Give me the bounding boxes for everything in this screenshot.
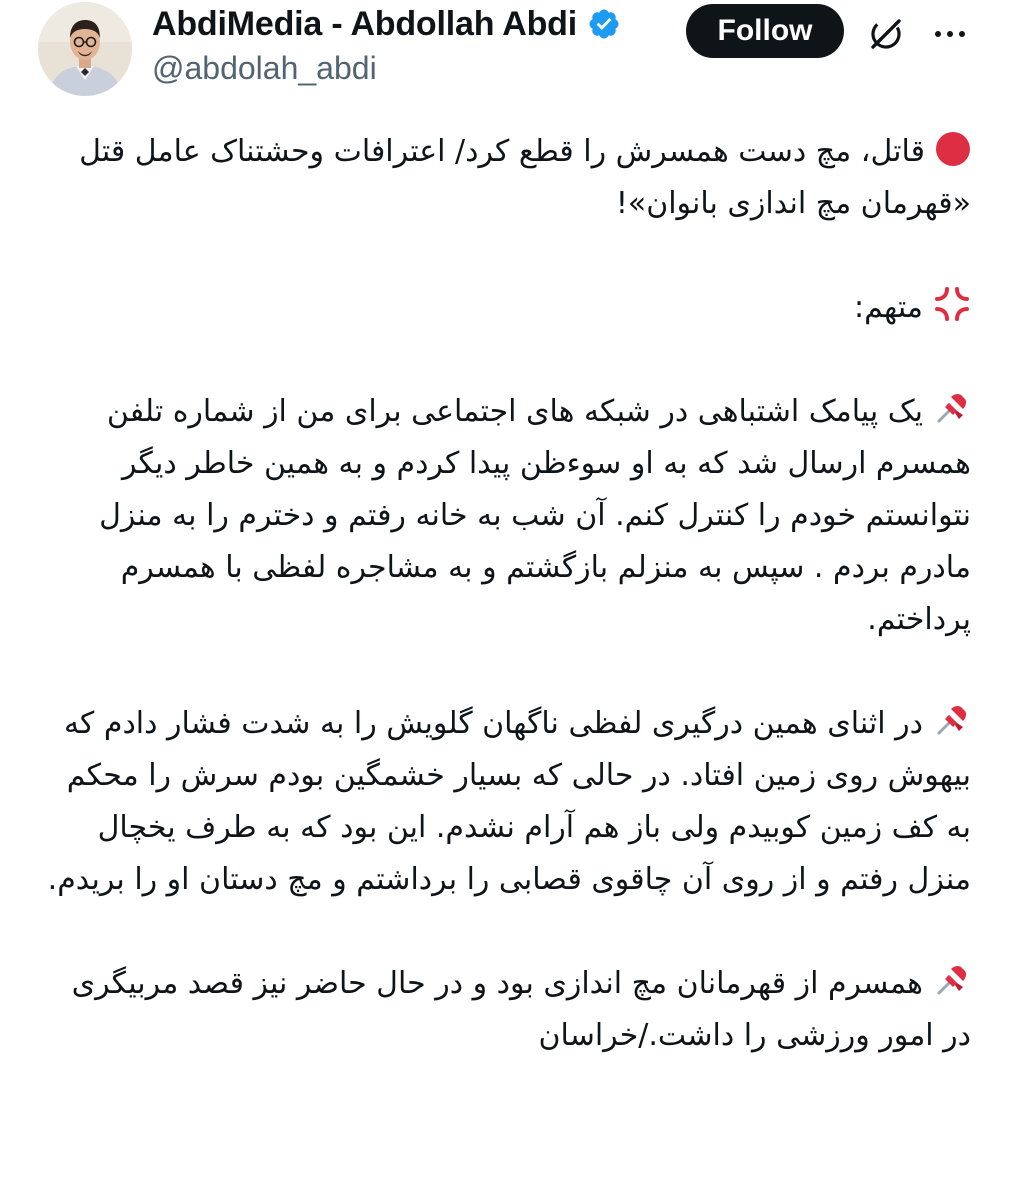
confession-text-2: در اثنای همین درگیری لفظی ناگهان گلویش را به شدت فشار دادم که بیهوش روی زمین افتاد. در حالی که بسیار خشمگین بودم سرش را محکم به کف زمین کوبیدم ولی باز هم آرام نشدم. این بود که به طرف یخچال منزل رفتم و از روی آن چاقوی قصابی را برداشتم و مچ دستان او را بریدم. bbox=[47, 706, 971, 897]
confession-text-3: همسرم از قهرمانان مچ اندازی بود و در حال حاضر نیز قصد مربیگری در امور ورزشی را داشت./خراسان bbox=[71, 966, 971, 1053]
accused-label: متهم: bbox=[853, 290, 923, 325]
confession-paragraph-2 bbox=[41, 698, 971, 906]
tweet-header bbox=[0, 0, 1009, 110]
more-dots-icon[interactable] bbox=[928, 12, 972, 56]
verified-badge-icon bbox=[587, 7, 621, 41]
confession-paragraph-1 bbox=[41, 386, 971, 646]
tweet-text bbox=[41, 126, 971, 1062]
anger-symbol-icon bbox=[933, 285, 971, 323]
pushpin-icon bbox=[933, 389, 971, 427]
pushpin-icon bbox=[933, 701, 971, 739]
confession-text-1: یک پیامک اشتباهی در شبکه های اجتماعی برای من از شماره تلفن همسرم ارسال شد که به او سوءظن پیدا کردم و به همین خاطر دیگر نتوانستم خودم را کنترل کنم. آن شب به خانه رفتم و دخترم را به منزل مادرم بردم . سپس به منزلم بازگشتم و به مشاجره لفظی با همسرم پرداختم. bbox=[99, 394, 971, 637]
headline-text: قاتل، مچ دست همسرش را قطع کرد/ اعترافات وحشتناک عامل قتل «قهرمان مچ اندازی بانوان»! bbox=[79, 134, 971, 221]
author-display-name[interactable]: AbdiMedia - Abdollah Abdi bbox=[152, 4, 577, 43]
profile-photo-icon bbox=[38, 2, 132, 96]
headline-paragraph bbox=[41, 126, 971, 230]
author-name-row bbox=[152, 2, 621, 46]
red-circle-icon bbox=[935, 131, 971, 167]
avatar[interactable] bbox=[38, 2, 132, 96]
follow-button[interactable]: Follow bbox=[686, 4, 844, 58]
pushpin-icon bbox=[933, 961, 971, 999]
confession-paragraph-3 bbox=[41, 958, 971, 1062]
accused-paragraph bbox=[41, 282, 971, 334]
grok-icon[interactable] bbox=[864, 12, 908, 56]
author-handle[interactable]: @abdolah_abdi bbox=[152, 50, 377, 86]
